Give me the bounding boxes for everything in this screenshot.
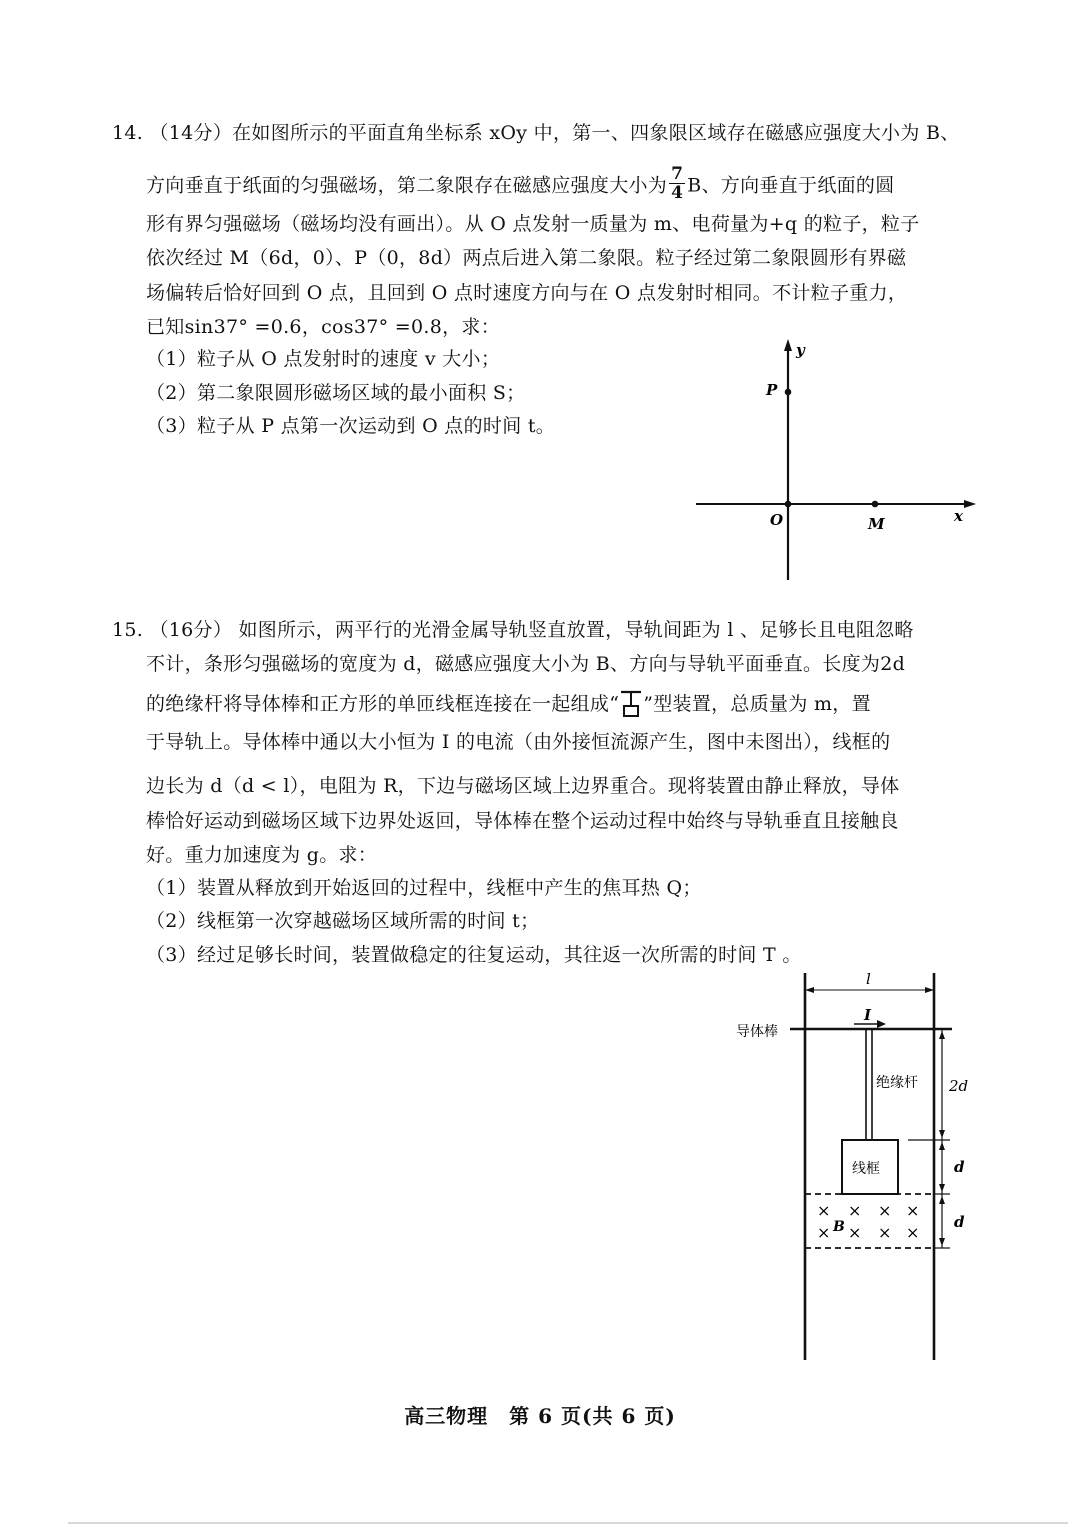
q15-line-3-pre: 的绝缘杆将导体棒和正方形的单匝线框连接在一起组成“ bbox=[146, 693, 620, 715]
field-cross: × bbox=[878, 1201, 892, 1220]
field-cross: × bbox=[848, 1223, 862, 1242]
label-p: P bbox=[766, 381, 778, 399]
field-cross: × bbox=[817, 1201, 831, 1220]
point-p bbox=[785, 389, 792, 396]
label-l-spacing: l bbox=[866, 970, 871, 988]
q15-line-7: 好。重力加速度为 g。求： bbox=[146, 844, 378, 866]
q14-line-2-post: B、方向垂直于纸面的圆 bbox=[687, 174, 895, 197]
dim-arrow bbox=[939, 1196, 945, 1204]
dim-arrow bbox=[939, 1130, 945, 1138]
page-footer: 高三物理 第 6 页(共 6 页) bbox=[404, 1404, 676, 1428]
label-current: I bbox=[864, 1006, 872, 1024]
field-cross: × bbox=[848, 1201, 862, 1220]
field-cross: × bbox=[817, 1223, 831, 1242]
field-cross: × bbox=[906, 1223, 920, 1242]
field-cross: × bbox=[878, 1223, 892, 1242]
point-o bbox=[785, 501, 792, 508]
q14-subquestion-1: （1）粒子从 O 点发射时的速度 v 大小； bbox=[146, 348, 501, 370]
q14-subquestion-3: （3）粒子从 P 点第一次运动到 O 点的时间 t。 bbox=[146, 415, 556, 437]
q14-subquestion-2: （2）第二象限圆形磁场区域的最小面积 S； bbox=[146, 382, 526, 404]
label-b: B bbox=[833, 1219, 845, 1235]
field-cross: × bbox=[906, 1201, 920, 1220]
label-y: y bbox=[796, 341, 805, 359]
label-2d: 2d bbox=[949, 1077, 969, 1095]
label-coil-frame: 线框 bbox=[852, 1161, 880, 1177]
q15-subquestion-2: （2）线框第一次穿越磁场区域所需的时间 t； bbox=[146, 910, 540, 932]
q15-line-5: 边长为 d（d < l），电阻为 R，下边与磁场区域上边界重合。现将装置由静止释放，导体 bbox=[146, 775, 900, 797]
q14-line-2-pre: 方向垂直于纸面的匀强磁场，第二象限存在磁感应强度大小为 bbox=[146, 174, 668, 197]
dim-arrow-right bbox=[925, 987, 934, 993]
q14-line-6: 已知sin37° =0.6，cos37° =0.8，求： bbox=[146, 316, 500, 338]
q14-line-1: 14. （14分）在如图所示的平面直角坐标系 xOy 中，第一、四象限区域存在磁感应强度大小为 B、 bbox=[112, 122, 960, 144]
label-m: M bbox=[868, 515, 885, 533]
dim-arrow bbox=[939, 1238, 945, 1246]
fraction-7-4 bbox=[669, 165, 685, 202]
point-m bbox=[872, 501, 879, 508]
q15-line-3-post: ”型装置，总质量为 m，置 bbox=[643, 693, 871, 715]
y-axis-arrow bbox=[784, 339, 792, 351]
q14-line-5: 场偏转后恰好回到 O 点，且回到 O 点时速度方向与在 O 点发射时相同。不计粒子重力， bbox=[146, 282, 908, 304]
x-axis-arrow bbox=[964, 500, 976, 508]
q14-line-2 bbox=[146, 164, 895, 205]
q14-coordinate-figure bbox=[690, 335, 980, 585]
device-shape-icon bbox=[619, 688, 643, 718]
q15-line-3 bbox=[146, 690, 871, 720]
current-arrow-head bbox=[877, 1020, 886, 1028]
dim-arrow bbox=[939, 1142, 945, 1150]
label-conductor-rod: 导体棒 bbox=[736, 1024, 778, 1040]
label-insulating-rod: 绝缘杆 bbox=[876, 1075, 918, 1091]
q15-line-1: 15. （16分） 如图所示，两平行的光滑金属导轨竖直放置，导轨间距为 l 、足够长且电阻忽略 bbox=[112, 619, 914, 641]
q15-subquestion-1: （1）装置从释放到开始返回的过程中，线框中产生的焦耳热 Q； bbox=[146, 877, 702, 899]
label-d-frame: d bbox=[954, 1158, 965, 1176]
dim-arrow bbox=[939, 1031, 945, 1039]
dim-arrow bbox=[939, 1184, 945, 1192]
dim-arrow-left bbox=[805, 987, 814, 993]
fraction-denominator: 4 bbox=[671, 183, 684, 203]
label-o: O bbox=[770, 511, 784, 529]
q14-line-3: 形有界匀强磁场（磁场均没有画出）。从 O 点发射一质量为 m、电荷量为+q 的粒子，粒子 bbox=[146, 213, 920, 235]
fraction-numerator: 7 bbox=[671, 164, 684, 184]
q15-line-6: 棒恰好运动到磁场区域下边界处返回，导体棒在整个运动过程中始终与导轨垂直且接触良 bbox=[146, 810, 899, 832]
label-d-field: d bbox=[954, 1213, 965, 1231]
bottom-rule bbox=[68, 1522, 1068, 1524]
q15-apparatus-figure bbox=[720, 968, 990, 1368]
q15-line-4: 于导轨上。导体棒中通以大小恒为 I 的电流（由外接恒流源产生，图中未图出），线框的 bbox=[146, 731, 891, 753]
q14-line-4: 依次经过 M（6d，0）、P（0，8d）两点后进入第二象限。粒子经过第二象限圆形有界磁 bbox=[146, 247, 907, 269]
q15-subquestion-3: （3）经过足够长时间，装置做稳定的往复运动，其往返一次所需的时间 T 。 bbox=[146, 944, 802, 966]
label-x: x bbox=[954, 507, 963, 525]
q15-line-2: 不计，条形匀强磁场的宽度为 d，磁感应强度大小为 B、方向与导轨平面垂直。长度为2d bbox=[146, 653, 906, 675]
